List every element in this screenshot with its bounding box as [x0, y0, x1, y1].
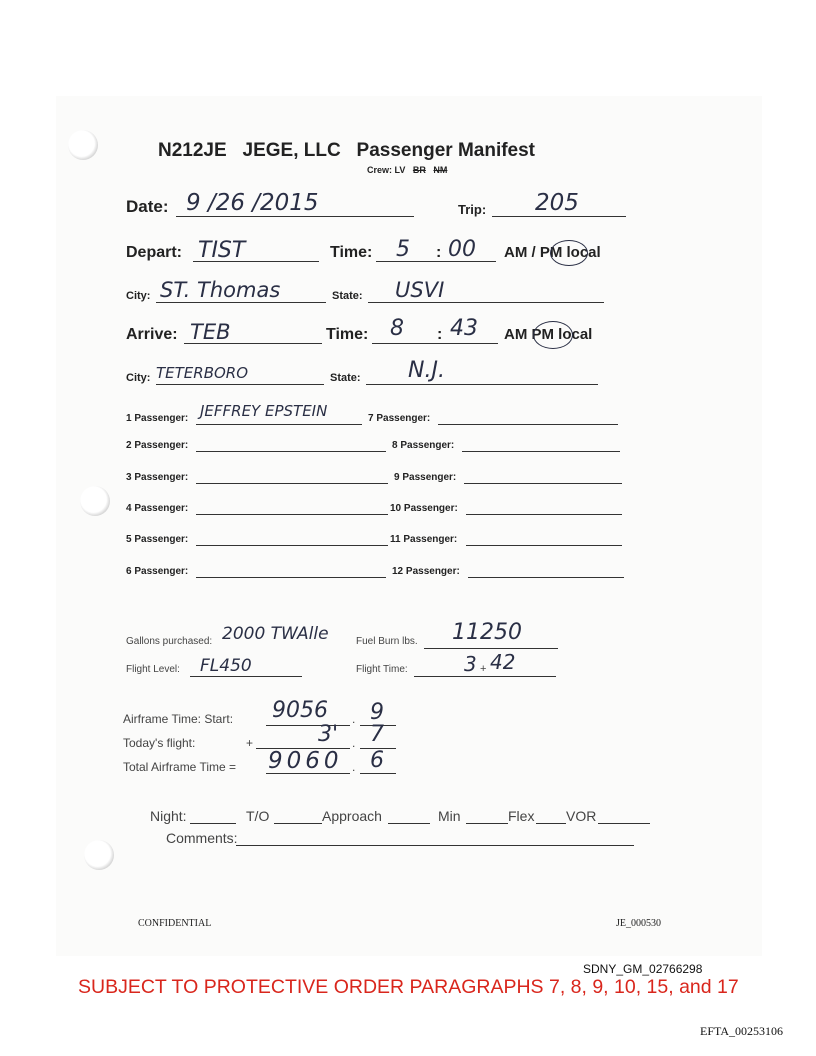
total-airframe-label: Total Airframe Time =	[123, 760, 237, 774]
flight-time-hours: 3	[464, 652, 477, 676]
passenger-7-label: 7 Passenger:	[368, 413, 431, 424]
passenger-5-label: 5 Passenger:	[126, 534, 189, 545]
trip-line	[492, 216, 626, 217]
depart-hour: 5	[396, 237, 410, 262]
date-line	[176, 216, 414, 217]
approach-label: Approach	[322, 808, 382, 824]
arrive-city-line	[156, 384, 324, 385]
manifest-header	[158, 140, 535, 162]
efta-number: EFTA_00253106	[700, 1024, 784, 1038]
depart-minute: 00	[448, 237, 476, 262]
arrive-hour: 8	[390, 316, 404, 341]
passenger-10-line	[466, 514, 622, 515]
arrive-colon: :	[437, 326, 443, 343]
fuel-burn-label: Fuel Burn lbs.	[356, 636, 418, 647]
todays-flight-tenth: 7	[370, 722, 384, 747]
passenger-6-line	[196, 577, 386, 578]
passenger-1-name: JEFFREY EPSTEIN	[200, 402, 328, 420]
crew-line	[367, 165, 447, 175]
todays-flight-dot: .	[352, 736, 356, 750]
passenger-1-line	[196, 424, 362, 425]
trip-value: 205	[535, 190, 579, 216]
sdny-bates-number: SDNY_GM_02766298	[583, 962, 703, 976]
min-line	[466, 823, 508, 824]
flex-label: Flex	[508, 808, 535, 824]
night-line	[190, 823, 236, 824]
passenger-2-line	[196, 451, 386, 452]
vor-label: VOR	[566, 808, 597, 824]
passenger-4-label: 4 Passenger:	[126, 503, 189, 514]
passenger-6-label: 6 Passenger:	[126, 566, 189, 577]
depart-state-label: State:	[332, 290, 363, 302]
total-airframe-whole: 9060	[268, 748, 343, 774]
passenger-9-line	[464, 483, 622, 484]
depart-state-line	[368, 302, 604, 303]
punch-hole-top	[68, 130, 98, 160]
min-label: Min	[438, 808, 461, 824]
total-airframe-dot: .	[352, 760, 356, 774]
passenger-8-line	[462, 451, 620, 452]
passenger-11-line	[466, 545, 622, 546]
depart-value: TIST	[198, 238, 246, 263]
confidential-stamp: CONFIDENTIAL	[138, 918, 212, 929]
flex-line	[536, 823, 566, 824]
flight-level-value: FL450	[200, 656, 252, 676]
night-label: Night:	[150, 808, 187, 824]
depart-city-line	[156, 302, 326, 303]
tail-number: N212JE	[158, 140, 227, 161]
fuel-burn-line	[424, 648, 558, 649]
comments-label: Comments:	[166, 830, 238, 846]
passenger-5-line	[196, 545, 388, 546]
arrive-state-label: State:	[330, 372, 361, 384]
arrive-value: TEB	[190, 320, 231, 344]
arrive-state-line	[366, 384, 598, 385]
total-airframe-tenth-line	[360, 773, 396, 774]
scanned-page	[56, 96, 762, 956]
airframe-start-label: Airframe Time: Start:	[123, 712, 234, 726]
gallons-value: 2000 TWAlle	[222, 624, 329, 644]
arrive-state-value: N.J.	[408, 358, 445, 383]
gallons-label: Gallons purchased:	[126, 636, 213, 647]
punch-hole-middle	[80, 486, 110, 516]
to-line	[274, 823, 322, 824]
passenger-7-line	[438, 424, 618, 425]
airframe-start-tenth: 9	[370, 700, 384, 725]
passenger-12-line	[468, 577, 624, 578]
flight-time-line	[414, 676, 556, 677]
je-bates-number: JE_000530	[616, 918, 661, 929]
arrive-time-line	[372, 343, 498, 344]
crew-br: BR	[412, 165, 426, 175]
depart-city-label: City:	[126, 290, 151, 302]
depart-pm-circle	[550, 240, 588, 266]
punch-hole-bottom	[84, 840, 114, 870]
flight-level-line	[190, 676, 302, 677]
todays-flight-whole: 3'	[318, 722, 339, 747]
approach-line	[388, 823, 430, 824]
protective-order-notice: SUBJECT TO PROTECTIVE ORDER PARAGRAPHS 7, 8, 9, 10, 15, and 17	[78, 976, 739, 998]
vor-line	[598, 823, 650, 824]
arrive-minute: 43	[450, 316, 478, 341]
passenger-4-line	[196, 514, 388, 515]
depart-state-value: USVI	[395, 278, 445, 302]
passenger-3-label: 3 Passenger:	[126, 472, 189, 483]
passenger-11-label: 11 Passenger:	[390, 534, 458, 545]
arrive-city-value: TETERBORO	[156, 364, 249, 382]
depart-time-label: Time:	[330, 244, 373, 261]
todays-flight-plus: +	[246, 736, 254, 750]
arrive-time-label: Time:	[326, 326, 369, 343]
flight-time-plus: +	[480, 663, 487, 675]
passenger-9-label: 9 Passenger:	[394, 472, 457, 483]
arrive-pm-circle	[533, 321, 573, 349]
flight-time-label: Flight Time:	[356, 664, 408, 675]
crew-lv: LV	[394, 165, 406, 175]
passenger-2-label: 2 Passenger:	[126, 440, 189, 451]
form-title: Passenger Manifest	[356, 140, 536, 161]
arrive-ampm: AM PM local	[504, 326, 593, 343]
depart-colon: :	[436, 244, 442, 261]
to-label: T/O	[246, 808, 270, 824]
date-label: Date:	[126, 197, 169, 216]
depart-ampm: AM / PM local	[504, 244, 601, 261]
total-airframe-tenth: 6	[370, 748, 384, 773]
passenger-8-label: 8 Passenger:	[392, 440, 455, 451]
airframe-start-dot: .	[352, 712, 356, 726]
depart-label: Depart:	[126, 244, 183, 261]
trip-label: Trip:	[458, 202, 487, 217]
flight-time-minutes: 42	[490, 650, 516, 674]
passenger-1-label: 1 Passenger:	[126, 413, 189, 424]
passenger-12-label: 12 Passenger:	[392, 566, 460, 577]
arrive-label: Arrive:	[126, 326, 178, 343]
comments-line	[236, 845, 634, 846]
crew-label: Crew:	[367, 165, 393, 175]
passenger-10-label: 10 Passenger:	[390, 503, 458, 514]
passenger-3-line	[196, 483, 388, 484]
flight-level-label: Flight Level:	[126, 664, 180, 675]
todays-flight-label: Today's flight:	[123, 736, 196, 750]
depart-city-value: ST. Thomas	[160, 278, 281, 302]
company-name: JEGE, LLC	[242, 140, 341, 161]
arrive-city-label: City:	[126, 372, 151, 384]
airframe-start-whole: 9056	[272, 698, 328, 723]
date-value: 9 /26 /2015	[186, 190, 319, 216]
fuel-burn-value: 11250	[452, 620, 522, 645]
crew-nm: NM	[433, 165, 448, 175]
